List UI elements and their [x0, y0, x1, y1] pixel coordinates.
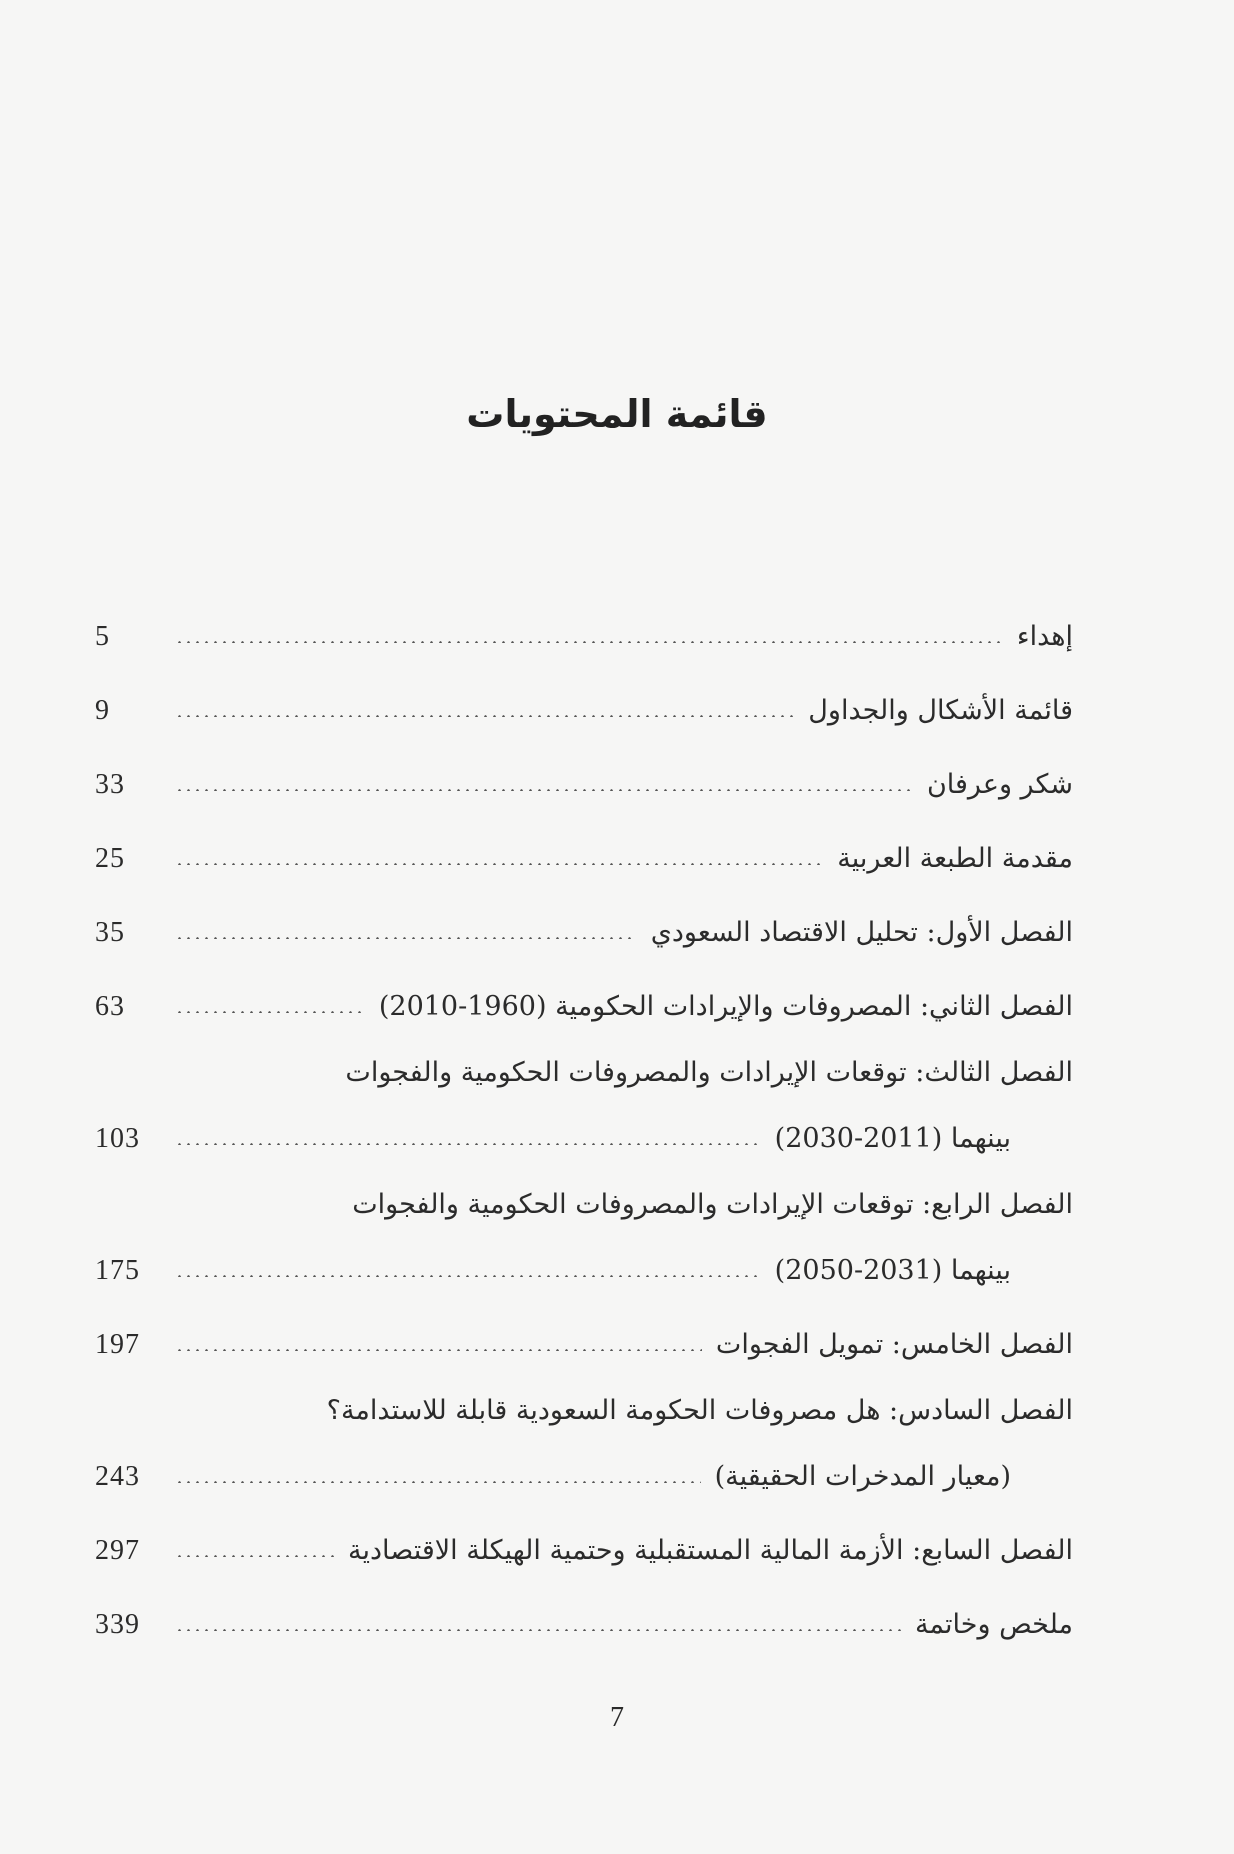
- toc-entry-chapter-5[interactable]: [95, 1308, 1073, 1382]
- dot-leader: [175, 863, 823, 865]
- toc-entry-title-continuation: بينهما (2031-2050): [774, 1255, 1011, 1286]
- toc-entry-figures-tables[interactable]: [95, 674, 1073, 748]
- toc-entry-title: الفصل السابع: الأزمة المالية المستقبلية وحتمية الهيكلة الاقتصادية: [348, 1535, 1073, 1566]
- toc-entry-page: 339: [95, 1609, 140, 1640]
- toc-entry-page: 25: [95, 843, 125, 874]
- page-title: قائمة المحتويات: [466, 392, 768, 436]
- table-of-contents: [95, 600, 1073, 1662]
- dot-leader: [175, 1275, 761, 1277]
- toc-entry-page: 197: [95, 1329, 140, 1360]
- toc-entry-title-continuation: (معيار المدخرات الحقيقية): [714, 1461, 1011, 1492]
- toc-entry-title: الفصل الأول: تحليل الاقتصاد السعودي: [650, 917, 1073, 948]
- toc-entry-chapter-2[interactable]: [95, 970, 1073, 1044]
- toc-entry-page: 9: [95, 695, 110, 726]
- toc-entry-title: الفصل السادس: هل مصروفات الحكومة السعودية قابلة للاستدامة؟: [326, 1395, 1073, 1426]
- toc-entry-page: 297: [95, 1535, 140, 1566]
- toc-entry-chapter-1[interactable]: [95, 896, 1073, 970]
- toc-entry-title: مقدمة الطبعة العربية: [837, 843, 1073, 874]
- toc-entry-arabic-edition-intro[interactable]: [95, 822, 1073, 896]
- toc-entry-page: 63: [95, 991, 125, 1022]
- toc-entry-chapter-7[interactable]: [95, 1514, 1073, 1588]
- dot-leader: [175, 715, 794, 717]
- toc-entry-page: 243: [95, 1461, 140, 1492]
- toc-entry-title: الفصل الرابع: توقعات الإيرادات والمصروفات الحكومية والفجوات: [352, 1189, 1073, 1220]
- toc-entry-dedication[interactable]: [95, 600, 1073, 674]
- toc-entry-page: 35: [95, 917, 125, 948]
- dot-leader: [175, 1629, 901, 1631]
- toc-entry-title: الفصل الخامس: تمويل الفجوات: [715, 1329, 1073, 1360]
- dot-leader: [175, 1481, 701, 1483]
- toc-entry-chapter-4[interactable]: [95, 1176, 1073, 1308]
- toc-entry-title: قائمة الأشكال والجداول: [808, 695, 1073, 726]
- toc-entry-acknowledgements[interactable]: [95, 748, 1073, 822]
- dot-leader: [175, 1011, 365, 1013]
- dot-leader: [175, 1555, 334, 1557]
- toc-entry-summary-conclusion[interactable]: [95, 1588, 1073, 1662]
- toc-entry-chapter-3[interactable]: [95, 1044, 1073, 1176]
- dot-leader: [175, 937, 637, 939]
- dot-leader: [175, 1349, 702, 1351]
- toc-entry-page: 103: [95, 1123, 140, 1154]
- toc-entry-title: ملخص وخاتمة: [914, 1609, 1073, 1640]
- toc-entry-title: إهداء: [1016, 621, 1073, 652]
- toc-entry-title: الفصل الثاني: المصروفات والإيرادات الحكومية (1960-2010): [378, 991, 1073, 1022]
- toc-entry-page: 33: [95, 769, 125, 800]
- toc-entry-title-continuation: بينهما (2011-2030): [774, 1123, 1011, 1154]
- dot-leader: [175, 641, 1003, 643]
- dot-leader: [175, 789, 913, 791]
- dot-leader: [175, 1143, 761, 1145]
- toc-entry-title: شكر وعرفان: [926, 769, 1073, 800]
- toc-entry-page: 5: [95, 621, 110, 652]
- toc-entry-title: الفصل الثالث: توقعات الإيرادات والمصروفات الحكومية والفجوات: [345, 1057, 1073, 1088]
- toc-entry-page: 175: [95, 1255, 140, 1286]
- toc-entry-chapter-6[interactable]: [95, 1382, 1073, 1514]
- page-number: 7: [610, 1702, 624, 1733]
